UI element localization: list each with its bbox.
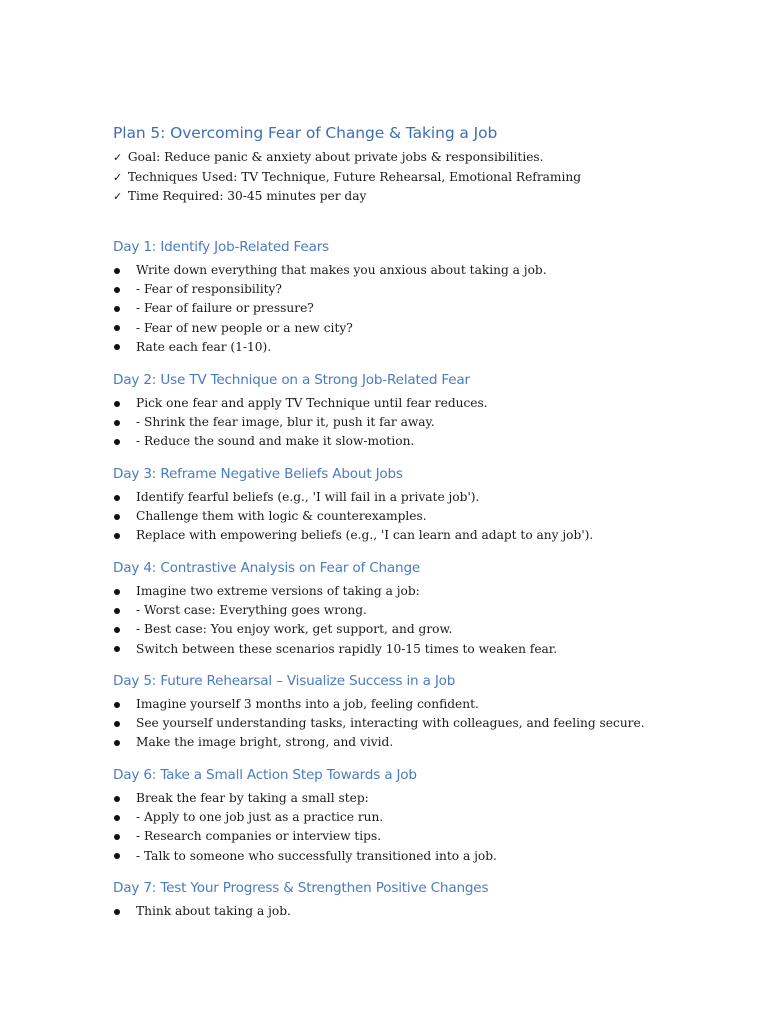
list-item-text: Identify fearful beliefs (e.g., 'I will fail in a private job'). [136, 490, 480, 504]
bullet-dot-icon [114, 721, 120, 727]
list-item-text: - Shrink the fear image, blur it, push it far away. [136, 415, 435, 430]
list-item [113, 640, 557, 659]
day-4-list [113, 582, 557, 659]
bullet-dot-icon [114, 627, 120, 633]
list-item [113, 488, 593, 507]
list-item-text: Challenge them with logic & counterexamples. [136, 509, 427, 524]
list-item-text: See yourself understanding tasks, interacting with colleagues, and feeling secure. [136, 716, 645, 731]
day-4-heading: Day 4: Contrastive Analysis on Fear of Change [113, 560, 421, 576]
check-mark-icon: ✓ [113, 151, 123, 164]
list-item [113, 261, 547, 280]
list-item [113, 280, 547, 299]
list-item-text: Imagine yourself 3 months into a job, feeling confident. [136, 697, 479, 711]
summary-text: Time Required: 30-45 minutes per day [127, 189, 367, 203]
list-item [113, 582, 557, 601]
list-item-text: - Research companies or interview tips. [136, 829, 382, 844]
summary-text: Goal: Reduce panic & anxiety about private jobs & responsibilities. [127, 150, 544, 164]
list-item-text: - Reduce the sound and make it slow-motion. [136, 434, 415, 449]
list-item [113, 319, 547, 338]
list-item-text: - Apply to one job just as a practice run. [136, 810, 384, 825]
list-item [113, 695, 645, 714]
day-5-heading: Day 5: Future Rehearsal – Visualize Success in a Job [113, 673, 456, 689]
list-item [113, 733, 645, 752]
list-item-text: Write down everything that makes you anxious about taking a job. [136, 263, 547, 277]
day-5-list [113, 695, 645, 753]
list-item [113, 808, 497, 827]
list-item [113, 620, 557, 639]
bullet-dot-icon [114, 834, 120, 840]
bullet-dot-icon [114, 815, 120, 821]
list-item [113, 601, 557, 620]
plan-title: Plan 5: Overcoming Fear of Change & Taking a Job [113, 124, 498, 142]
day-2-heading: Day 2: Use TV Technique on a Strong Job-Related Fear [113, 372, 470, 388]
bullet-dot-icon [114, 287, 120, 293]
check-mark-icon: ✓ [113, 190, 123, 203]
list-item-text: - Best case: You enjoy work, get support, and grow. [136, 622, 453, 637]
bullet-dot-icon [114, 853, 120, 859]
list-item [113, 413, 488, 432]
list-item-text: Switch between these scenarios rapidly 10-15 times to weaken fear. [136, 641, 558, 656]
summary-techniques [113, 168, 581, 188]
list-item-text: Imagine two extreme versions of taking a job: [136, 584, 420, 598]
list-item [113, 507, 593, 526]
day-1-heading: Day 1: Identify Job-Related Fears [113, 239, 329, 255]
list-item-text: Break the fear by taking a small step: [136, 791, 369, 805]
list-item-text: Make the image bright, strong, and vivid. [136, 735, 394, 750]
day-7-list [113, 902, 291, 921]
bullet-dot-icon [114, 268, 120, 274]
list-item [113, 714, 645, 733]
list-item [113, 299, 547, 318]
check-mark-icon: ✓ [113, 170, 123, 184]
list-item-text: - Fear of new people or a new city? [136, 320, 353, 335]
bullet-dot-icon [114, 514, 120, 520]
summary-time [113, 187, 581, 207]
bullet-dot-icon [114, 796, 120, 802]
list-item-text: Replace with empowering beliefs (e.g., 'I can learn and adapt to any job'). [136, 528, 594, 543]
bullet-dot-icon [114, 401, 120, 407]
summary-goal [113, 148, 581, 168]
list-item [113, 902, 291, 921]
day-1-list [113, 261, 547, 357]
list-item [113, 847, 497, 866]
day-7-heading: Day 7: Test Your Progress & Strengthen Positive Changes [113, 880, 489, 896]
day-6-list [113, 789, 497, 866]
bullet-dot-icon [114, 702, 120, 708]
bullet-dot-icon [114, 589, 120, 595]
day-3-list [113, 488, 593, 546]
bullet-dot-icon [114, 646, 120, 652]
bullet-dot-icon [114, 495, 120, 501]
list-item-text: - Fear of failure or pressure? [136, 301, 314, 316]
list-item-text: Think about taking a job. [136, 904, 291, 918]
summary-text: Techniques Used: TV Technique, Future Rehearsal, Emotional Reframing [127, 169, 582, 184]
list-item-text: - Fear of responsibility? [136, 282, 282, 297]
list-item [113, 789, 497, 808]
bullet-dot-icon [114, 608, 120, 614]
bullet-dot-icon [114, 420, 120, 426]
list-item [113, 394, 488, 413]
day-3-heading: Day 3: Reframe Negative Beliefs About Jobs [113, 466, 403, 482]
list-item-text: - Worst case: Everything goes wrong. [136, 603, 367, 618]
bullet-dot-icon [114, 344, 120, 350]
bullet-dot-icon [114, 909, 120, 915]
list-item [113, 338, 547, 357]
bullet-dot-icon [114, 533, 120, 539]
list-item [113, 526, 593, 545]
bullet-dot-icon [114, 740, 120, 746]
list-item-text: - Talk to someone who successfully transitioned into a job. [136, 848, 497, 863]
list-item [113, 432, 488, 451]
bullet-dot-icon [114, 306, 120, 312]
bullet-dot-icon [114, 439, 120, 445]
day-2-list [113, 394, 488, 452]
list-item-text: Pick one fear and apply TV Technique until fear reduces. [136, 396, 488, 410]
list-item-text: Rate each fear (1-10). [136, 339, 272, 354]
day-6-heading: Day 6: Take a Small Action Step Towards a Job [113, 767, 417, 783]
list-item [113, 827, 497, 846]
plan-summary-list [113, 148, 581, 207]
bullet-dot-icon [114, 325, 120, 331]
